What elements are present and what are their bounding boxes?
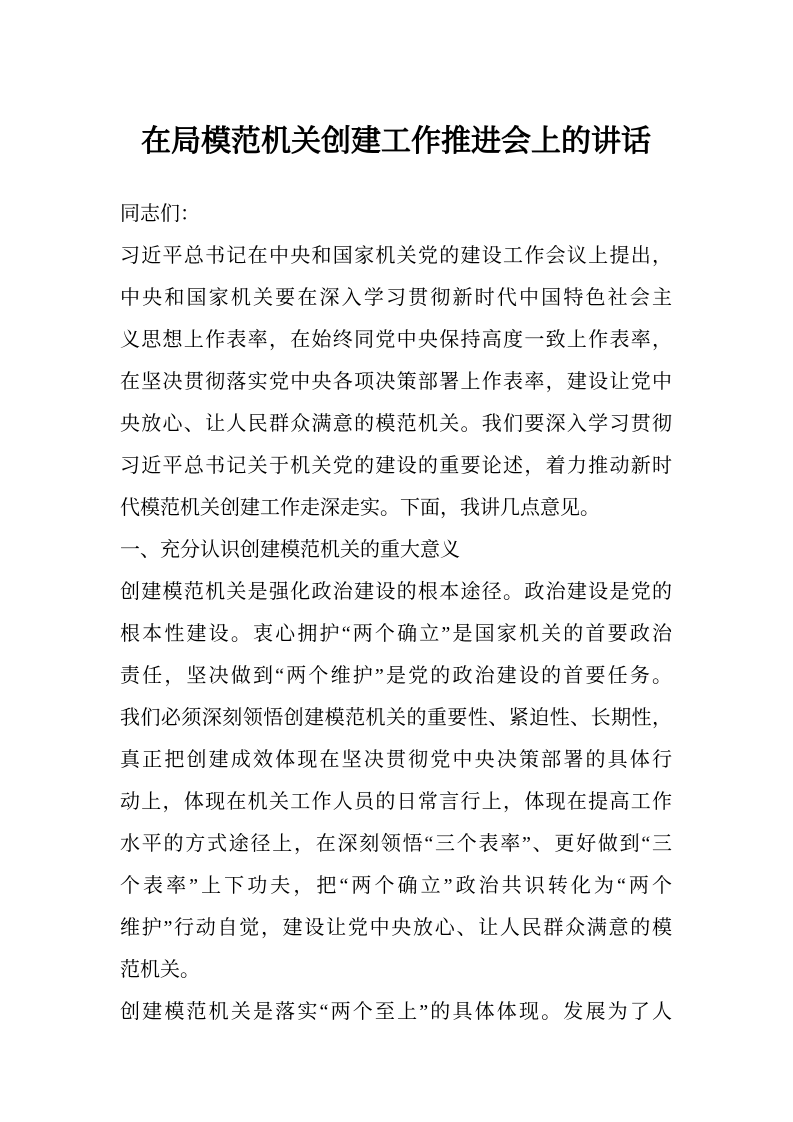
body-line: 创建模范机关是落实“两个至上”的具体体现。发展为了人 <box>120 1001 672 1023</box>
body-line: 水平的方式途径上，在深刻领悟“三个表率”、更好做到“三 <box>120 833 672 855</box>
body-line: 我们必须深刻领悟创建模范机关的重要性、紧迫性、长期性， <box>120 707 672 729</box>
body-line: 习近平总书记关于机关党的建设的重要论述，着力推动新时 <box>120 455 672 477</box>
body-line: 责任，坚决做到“两个维护”是党的政治建设的首要任务。 <box>120 665 672 687</box>
body-line: 央放心、让人民群众满意的模范机关。我们要深入学习贯彻 <box>120 413 672 435</box>
body-line: 根本性建设。衷心拥护“两个确立”是国家机关的首要政治 <box>120 623 672 645</box>
body-line: 同志们： <box>120 203 200 225</box>
body-line: 一、充分认识创建模范机关的重大意义 <box>120 539 460 561</box>
body-line: 真正把创建成效体现在坚决贯彻党中央决策部署的具体行 <box>120 749 672 771</box>
body-line: 维护”行动自觉，建设让党中央放心、让人民群众满意的模 <box>120 917 672 939</box>
document-title: 在局模范机关创建工作推进会上的讲话 <box>141 125 651 158</box>
document-body <box>120 193 672 1033</box>
body-line: 代模范机关创建工作走深走实。下面，我讲几点意见。 <box>120 497 600 519</box>
body-line: 在坚决贯彻落实党中央各项决策部署上作表率，建设让党中 <box>120 371 672 393</box>
body-line: 动上，体现在机关工作人员的日常言行上，体现在提高工作 <box>120 791 672 813</box>
body-line: 创建模范机关是强化政治建设的根本途径。政治建设是党的 <box>120 581 672 603</box>
body-line: 范机关。 <box>120 959 200 981</box>
body-line: 习近平总书记在中央和国家机关党的建设工作会议上提出， <box>120 245 672 267</box>
body-line: 中央和国家机关要在深入学习贯彻新时代中国特色社会主 <box>120 287 672 309</box>
body-line: 义思想上作表率，在始终同党中央保持高度一致上作表率， <box>120 329 672 351</box>
body-line: 个表率”上下功夫，把“两个确立”政治共识转化为“两个 <box>120 875 672 897</box>
